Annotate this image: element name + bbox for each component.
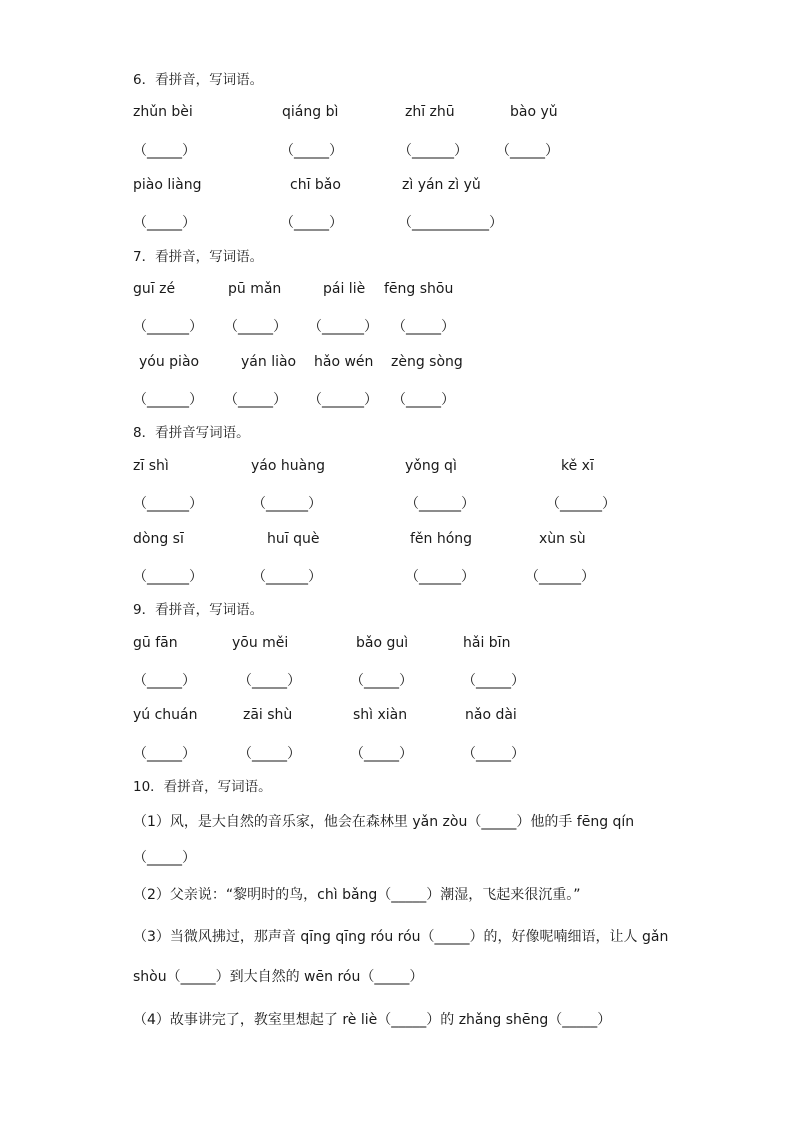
pinyin-word: piào liàng: [133, 177, 202, 193]
sentence-line: shòu（_____）到大自然的 wēn róu（_____）: [133, 969, 424, 985]
answer-blank[interactable]: （______）: [133, 569, 203, 585]
question-10-title: 10．看拼音，写词语。: [133, 779, 272, 795]
pinyin-word: pū mǎn: [228, 281, 282, 297]
pinyin-word: zì yán zì yǔ: [402, 177, 481, 193]
pinyin-word: yáo huàng: [251, 458, 325, 474]
answer-blank[interactable]: （______）: [133, 319, 203, 335]
answer-blank[interactable]: （_____）: [496, 143, 559, 159]
pinyin-word: nǎo dài: [465, 707, 517, 723]
answer-blank[interactable]: （______）: [546, 496, 616, 512]
answer-blank[interactable]: （______）: [308, 319, 378, 335]
answer-blank[interactable]: （_____）: [224, 319, 287, 335]
answer-blank[interactable]: （_____）: [238, 673, 301, 689]
answer-blank[interactable]: （_____）: [133, 746, 196, 762]
answer-blank[interactable]: （______）: [308, 392, 378, 408]
pinyin-word: pái liè: [323, 281, 366, 297]
answer-blank[interactable]: （_____）: [224, 392, 287, 408]
pinyin-word: zāi shù: [243, 707, 293, 723]
sentence-line: （4）故事讲完了，教室里想起了 rè liè（_____）的 zhǎng shēng（_____）: [133, 1012, 612, 1028]
sentence-line: （3）当微风拂过，那声音 qīng qīng róu róu（_____）的，好像呢喃细语，让人 gǎn: [133, 929, 669, 945]
answer-blank[interactable]: （_____）: [133, 143, 196, 159]
pinyin-word: zī shì: [133, 458, 169, 474]
pinyin-word: bǎo guì: [356, 635, 409, 651]
question-8-title: 8．看拼音写词语。: [133, 425, 250, 441]
pinyin-word: bào yǔ: [510, 104, 558, 120]
answer-blank[interactable]: （______）: [525, 569, 595, 585]
pinyin-word: kě xī: [561, 458, 594, 474]
pinyin-word: qiáng bì: [282, 104, 339, 120]
pinyin-word: yán liào: [241, 354, 297, 370]
pinyin-word: yōu měi: [232, 635, 289, 651]
pinyin-word: fěn hóng: [410, 531, 473, 547]
answer-blank[interactable]: （_____）: [350, 673, 413, 689]
answer-blank[interactable]: （_____）: [462, 673, 525, 689]
pinyin-word: zèng sòng: [391, 354, 463, 370]
pinyin-word: yú chuán: [133, 707, 198, 723]
pinyin-word: hǎo wén: [314, 354, 374, 370]
question-6-title: 6．看拼音，写词语。: [133, 72, 264, 88]
answer-blank[interactable]: （_____）: [280, 215, 343, 231]
pinyin-word: zhǔn bèi: [133, 104, 193, 120]
pinyin-word: huī què: [267, 531, 320, 547]
sentence-line: （1）风，是大自然的音乐家，他会在森林里 yǎn zòu（_____）他的手 fēng qín: [133, 814, 635, 830]
sentence-line: （2）父亲说：“黎明时的鸟，chì bǎng（_____）潮湿，飞起来很沉重。”: [133, 887, 581, 903]
answer-blank[interactable]: （______）: [405, 496, 475, 512]
answer-blank[interactable]: （_____）: [392, 392, 455, 408]
answer-blank[interactable]: （______）: [252, 496, 322, 512]
pinyin-word: gū fān: [133, 635, 178, 651]
answer-blank[interactable]: （_____）: [392, 319, 455, 335]
answer-blank[interactable]: （______）: [252, 569, 322, 585]
answer-blank[interactable]: （______）: [133, 496, 203, 512]
answer-blank[interactable]: （_____）: [280, 143, 343, 159]
pinyin-word: fēng shōu: [384, 281, 454, 297]
pinyin-word: shì xiàn: [353, 707, 408, 723]
answer-blank[interactable]: （___________）: [398, 215, 503, 231]
pinyin-word: yǒng qì: [405, 458, 457, 474]
sentence-line: （_____）: [133, 850, 196, 866]
pinyin-word: hǎi bīn: [463, 635, 511, 651]
pinyin-word: dòng sī: [133, 531, 184, 547]
question-9-title: 9．看拼音，写词语。: [133, 602, 264, 618]
answer-blank[interactable]: （______）: [398, 143, 468, 159]
answer-blank[interactable]: （_____）: [133, 673, 196, 689]
answer-blank[interactable]: （_____）: [238, 746, 301, 762]
answer-blank[interactable]: （_____）: [462, 746, 525, 762]
pinyin-word: zhī zhū: [405, 104, 455, 120]
answer-blank[interactable]: （______）: [133, 392, 203, 408]
pinyin-word: yóu piào: [139, 354, 200, 370]
answer-blank[interactable]: （______）: [405, 569, 475, 585]
answer-blank[interactable]: （_____）: [350, 746, 413, 762]
pinyin-word: guī zé: [133, 281, 176, 297]
answer-blank[interactable]: （_____）: [133, 215, 196, 231]
question-7-title: 7．看拼音，写词语。: [133, 249, 264, 265]
pinyin-word: chī bǎo: [290, 177, 341, 193]
pinyin-word: xùn sù: [539, 531, 586, 547]
